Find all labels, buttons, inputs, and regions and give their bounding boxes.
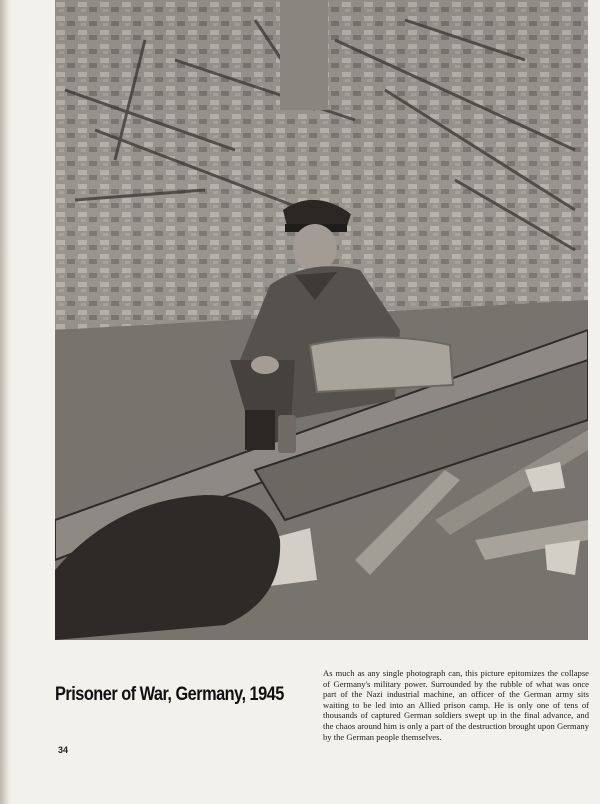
photograph-illustration: [55, 0, 588, 640]
broken-column: [280, 0, 328, 110]
page-number: 34: [58, 745, 69, 755]
page-title: Prisoner of War, Germany, 1945: [55, 684, 284, 705]
photograph: [55, 0, 588, 640]
photo-caption: As much as any single photograph can, this picture epitomizes the collapse of Germany's military power. Surrounded by the rubble of what was once part of the Nazi industrial machine, an officer of the German army sits waiting to be led into an Allied prison camp. He is only one of tens of thousands of captured German soldiers swept up in the final advance, and the chaos around him is only a part of the destruction brought upon Germany by the German people themselves.: [323, 668, 589, 742]
page-gutter-shadow: [0, 0, 12, 804]
